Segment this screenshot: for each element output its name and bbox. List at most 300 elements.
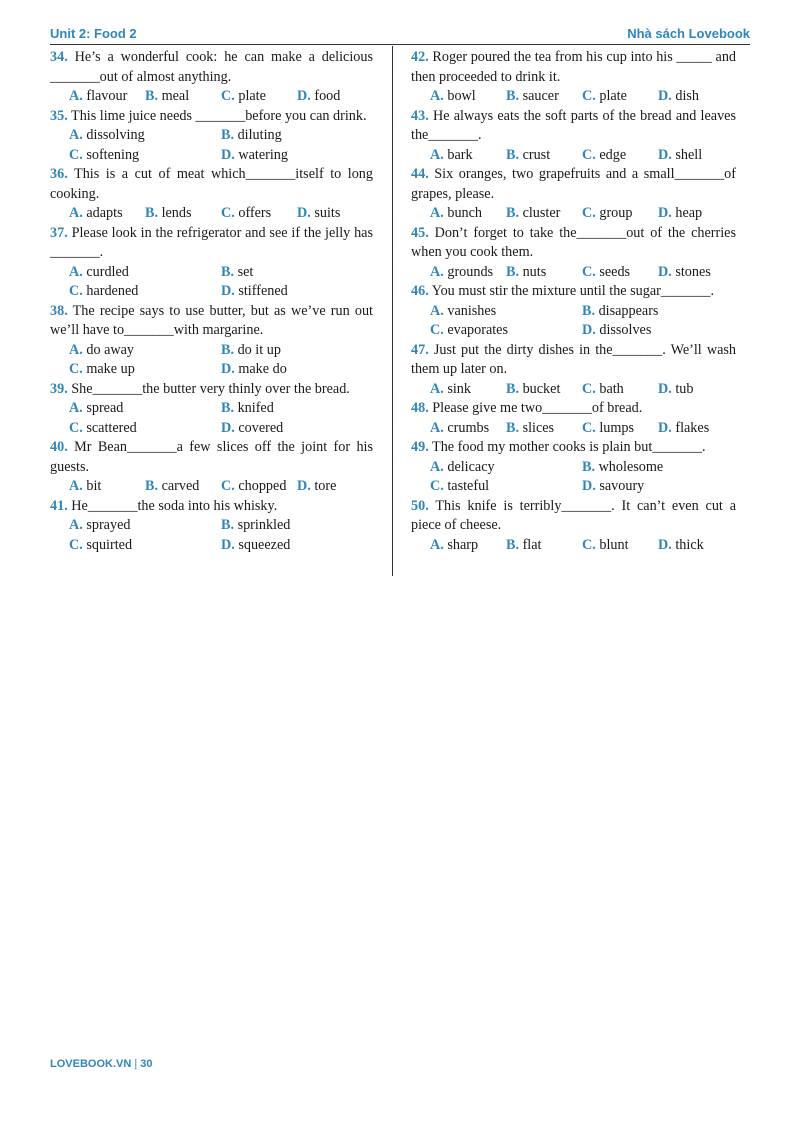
question-number: 41. [50, 497, 68, 514]
option-text: dissolving [86, 127, 145, 143]
answer-option[interactable] [221, 263, 253, 283]
answer-option[interactable] [506, 87, 559, 107]
option-text: spread [86, 400, 124, 416]
option-letter: A. [430, 380, 444, 397]
answer-option[interactable] [297, 87, 340, 107]
option-letter: A. [430, 205, 444, 221]
option-text: bit [86, 478, 102, 494]
option-text: meal [161, 88, 190, 104]
answer-option[interactable] [69, 341, 134, 361]
question-text-line [411, 399, 736, 419]
answer-option[interactable] [506, 146, 550, 166]
option-letter: A. [69, 517, 83, 533]
option-letter: D. [658, 263, 672, 280]
answer-option[interactable] [430, 536, 478, 556]
option-text: squeezed [238, 536, 291, 553]
question-block [411, 399, 736, 438]
option-text: edge [599, 146, 627, 163]
question-number: 34. [50, 49, 68, 65]
option-text: disappears [598, 302, 659, 319]
question-text-line [411, 438, 736, 458]
answer-option[interactable] [221, 341, 281, 361]
question-block [411, 165, 736, 224]
answer-option[interactable] [658, 87, 699, 107]
options-row [50, 399, 373, 419]
question-number: 40. [50, 439, 68, 455]
question-text-line [411, 341, 736, 380]
question-text: He’s a wonderful cook: he can make a delicious _______out of almost anything. [50, 49, 374, 85]
option-letter: C. [582, 146, 596, 163]
question-number: 44. [411, 166, 429, 182]
option-text: dish [675, 88, 699, 104]
option-letter: B. [506, 205, 520, 221]
option-text: blunt [599, 536, 629, 553]
question-block [50, 380, 373, 439]
answer-option[interactable] [506, 263, 546, 283]
option-letter: C. [582, 205, 596, 221]
options-row [411, 477, 736, 497]
option-letter: C. [582, 536, 596, 553]
option-text: lumps [599, 419, 635, 436]
option-text: sharp [447, 536, 479, 553]
option-letter: B. [221, 400, 235, 416]
answer-option[interactable] [69, 263, 129, 283]
question-text-line [50, 380, 373, 400]
question-number: 38. [50, 302, 68, 319]
options-row [50, 536, 373, 556]
answer-option[interactable] [582, 477, 644, 497]
answer-option[interactable] [221, 360, 287, 380]
option-text: stiffened [238, 283, 288, 299]
option-letter: D. [221, 536, 235, 553]
question-text-line [411, 282, 736, 302]
answer-option[interactable] [506, 380, 560, 400]
answer-option[interactable] [582, 380, 624, 400]
options-row [411, 204, 736, 224]
option-letter: A. [69, 205, 83, 221]
option-letter: A. [69, 478, 83, 494]
question-block [50, 48, 373, 107]
options-row [411, 536, 736, 556]
question-number: 39. [50, 380, 68, 397]
answer-option[interactable] [506, 419, 554, 439]
option-letter: B. [221, 127, 235, 143]
right-column [411, 48, 736, 555]
answer-option[interactable] [658, 146, 702, 166]
options-row [411, 419, 736, 439]
options-row [411, 87, 736, 107]
options-row [50, 282, 373, 302]
answer-option[interactable] [145, 204, 192, 224]
answer-option[interactable] [430, 380, 471, 400]
option-letter: B. [506, 419, 520, 436]
question-number: 45. [411, 224, 429, 241]
option-text: bark [447, 146, 473, 163]
question-block [50, 302, 373, 380]
option-text: make do [238, 361, 287, 377]
option-letter: A. [69, 88, 83, 104]
answer-option[interactable] [221, 204, 271, 224]
option-text: squirted [86, 536, 133, 553]
option-letter: D. [297, 88, 311, 104]
option-letter: A. [430, 419, 444, 436]
question-number: 42. [411, 49, 429, 65]
question-text: You must stir the mixture until the sugar_______. [431, 283, 715, 299]
question-text-line [411, 497, 736, 536]
option-letter: D. [658, 536, 672, 553]
option-letter: C. [430, 322, 444, 338]
question-text-line [411, 48, 736, 87]
answer-option[interactable] [430, 204, 482, 224]
answer-option[interactable] [221, 399, 274, 419]
question-block [50, 497, 373, 556]
question-text-line [50, 107, 373, 127]
option-letter: A. [69, 400, 83, 416]
question-block [411, 282, 736, 341]
option-letter: C. [430, 478, 444, 494]
option-text: flakes [675, 419, 710, 436]
header-rule [50, 44, 750, 45]
options-row [411, 263, 736, 283]
option-text: bunch [447, 205, 483, 221]
option-letter: D. [658, 419, 672, 436]
question-text-line [411, 224, 736, 263]
answer-option[interactable] [221, 477, 286, 497]
answer-option[interactable] [582, 87, 627, 107]
question-block [50, 165, 373, 224]
question-block [411, 438, 736, 497]
option-letter: C. [69, 419, 83, 436]
question-number: 43. [411, 107, 429, 124]
question-text: Please give me two_______of bread. [432, 400, 643, 416]
option-text: delicacy [447, 458, 495, 475]
question-text-line [50, 302, 373, 341]
question-text: This is a cut of meat which_______itself to long cooking. [50, 166, 373, 202]
option-text: shell [675, 146, 703, 163]
option-letter: D. [582, 478, 596, 494]
answer-option[interactable] [69, 126, 145, 146]
option-text: knifed [237, 400, 274, 416]
question-number: 50. [411, 497, 429, 514]
question-text: Mr Bean_______a few slices off the joint for his guests. [50, 439, 374, 475]
option-letter: A. [430, 88, 444, 104]
option-text: do away [86, 341, 135, 358]
option-text: group [599, 205, 633, 221]
answer-option[interactable] [582, 263, 630, 283]
option-letter: B. [145, 205, 159, 221]
option-letter: D. [221, 283, 235, 299]
options-row [50, 126, 373, 146]
answer-option[interactable] [221, 536, 290, 556]
option-letter: B. [506, 263, 520, 280]
footer-site: LOVEBOOK.VN [50, 1058, 132, 1070]
options-row [50, 204, 373, 224]
footer-separator: | [134, 1058, 138, 1070]
answer-option[interactable] [69, 204, 123, 224]
answer-option[interactable] [297, 477, 336, 497]
options-row [50, 146, 373, 166]
question-number: 47. [411, 341, 429, 358]
options-row [50, 341, 373, 361]
option-text: cluster [522, 205, 561, 221]
option-letter: C. [221, 88, 235, 104]
option-letter: C. [69, 283, 83, 299]
options-row [411, 321, 736, 341]
answer-option[interactable] [658, 536, 704, 556]
option-text: plate [238, 88, 266, 104]
option-letter: B. [221, 263, 235, 280]
options-row [411, 380, 736, 400]
option-letter: C. [69, 361, 83, 377]
option-text: heap [675, 205, 703, 221]
option-text: carved [161, 478, 200, 494]
option-letter: B. [221, 341, 235, 358]
option-text: dissolves [599, 322, 652, 338]
question-text: The food my mother cooks is plain but_______. [432, 439, 706, 455]
option-text: bath [599, 380, 624, 397]
option-text: savoury [599, 478, 645, 494]
option-letter: A. [430, 263, 444, 280]
question-text-line [50, 48, 373, 87]
question-number: 48. [411, 400, 429, 416]
option-letter: D. [582, 322, 596, 338]
question-text-line [50, 165, 373, 204]
option-letter: C. [582, 88, 596, 104]
option-text: flat [522, 536, 542, 553]
option-text: diluting [237, 127, 282, 143]
answer-option[interactable] [221, 282, 288, 302]
answer-option[interactable] [582, 321, 651, 341]
left-column [50, 48, 373, 555]
option-letter: A. [69, 341, 83, 358]
answer-option[interactable] [430, 263, 493, 283]
option-letter: D. [658, 205, 672, 221]
answer-option[interactable] [582, 458, 663, 478]
option-text: nuts [522, 263, 547, 280]
option-text: hardened [86, 283, 139, 299]
option-text: bowl [447, 88, 476, 104]
question-number: 35. [50, 107, 68, 124]
answer-option[interactable] [582, 419, 634, 439]
answer-option[interactable] [430, 321, 508, 341]
option-text: thick [675, 536, 704, 553]
option-letter: B. [506, 146, 520, 163]
option-text: sink [447, 380, 471, 397]
answer-option[interactable] [221, 87, 266, 107]
answer-option[interactable] [297, 204, 340, 224]
option-letter: C. [69, 146, 83, 163]
option-letter: D. [658, 380, 672, 397]
option-text: do it up [237, 341, 281, 358]
option-text: stones [675, 263, 711, 280]
unit-title: Unit 2: Food 2 [50, 26, 137, 41]
option-text: offers [238, 205, 272, 221]
question-block [50, 224, 373, 302]
option-text: plate [599, 88, 627, 104]
answer-option[interactable] [221, 146, 288, 166]
option-letter: C. [221, 478, 235, 494]
question-text: This knife is terribly_______. It can’t even cut a piece of cheese. [411, 497, 736, 533]
option-letter: A. [430, 146, 444, 163]
question-block [411, 224, 736, 283]
option-text: tub [675, 380, 694, 397]
option-letter: C. [582, 263, 596, 280]
options-row [50, 477, 373, 497]
option-text: sprayed [86, 517, 131, 533]
option-letter: A. [430, 458, 444, 475]
option-letter: B. [582, 458, 596, 475]
option-letter: D. [221, 419, 235, 436]
option-text: scattered [86, 419, 137, 436]
question-text-line [50, 224, 373, 263]
option-text: grounds [447, 263, 494, 280]
question-text: Six oranges, two grapefruits and a small_______of grapes, please. [411, 166, 736, 202]
option-text: bucket [522, 380, 561, 397]
option-text: crumbs [447, 419, 490, 436]
option-letter: B. [145, 88, 159, 104]
answer-option[interactable] [221, 126, 282, 146]
options-row [50, 516, 373, 536]
option-letter: B. [506, 536, 520, 553]
question-text: Roger poured the tea from his cup into his _____ and then proceeded to drink it. [411, 49, 737, 85]
answer-option[interactable] [582, 302, 658, 322]
option-letter: D. [297, 205, 311, 221]
question-text: He_______the soda into his whisky. [71, 497, 278, 514]
option-letter: C. [582, 380, 596, 397]
option-letter: A. [69, 263, 83, 280]
answer-option[interactable] [145, 87, 189, 107]
option-text: vanishes [447, 302, 497, 319]
options-row [50, 419, 373, 439]
answer-option[interactable] [430, 419, 489, 439]
answer-option[interactable] [69, 399, 123, 419]
option-letter: C. [221, 205, 235, 221]
question-block [50, 438, 373, 497]
option-letter: D. [221, 361, 235, 377]
option-text: set [237, 263, 254, 280]
column-divider [392, 46, 393, 576]
option-text: lends [161, 205, 192, 221]
question-block [50, 107, 373, 166]
answer-option[interactable] [69, 360, 135, 380]
option-text: flavour [86, 88, 128, 104]
option-text: evaporates [447, 322, 509, 338]
answer-option[interactable] [69, 282, 138, 302]
answer-option[interactable] [658, 419, 709, 439]
option-text: slices [522, 419, 555, 436]
question-text: He always eats the soft parts of the bread and leaves the_______. [411, 107, 737, 143]
option-text: tore [314, 478, 337, 494]
question-number: 36. [50, 166, 68, 182]
option-text: food [314, 88, 341, 104]
options-row [411, 146, 736, 166]
option-letter: D. [221, 146, 235, 163]
answer-option[interactable] [69, 536, 132, 556]
option-text: crust [522, 146, 551, 163]
option-letter: C. [582, 419, 596, 436]
question-number: 49. [411, 439, 429, 455]
question-number: 37. [50, 224, 68, 241]
options-row [50, 87, 373, 107]
answer-option[interactable] [69, 87, 127, 107]
answer-option[interactable] [69, 477, 101, 497]
options-row [50, 360, 373, 380]
option-letter: A. [69, 127, 83, 143]
question-text: Don’t forget to take the_______out of the cherries when you cook them. [411, 224, 737, 260]
answer-option[interactable] [430, 146, 473, 166]
page-header [50, 26, 750, 44]
question-text: This lime juice needs _______before you can drink. [71, 107, 367, 124]
option-text: watering [238, 146, 288, 163]
question-block [411, 341, 736, 400]
option-text: softening [86, 146, 140, 163]
question-text-line [411, 165, 736, 204]
answer-option[interactable] [430, 477, 489, 497]
answer-option[interactable] [582, 146, 626, 166]
answer-option[interactable] [69, 146, 139, 166]
answer-option[interactable] [506, 536, 541, 556]
answer-option[interactable] [658, 380, 693, 400]
answer-option[interactable] [658, 263, 711, 283]
answer-option[interactable] [430, 302, 496, 322]
option-letter: D. [297, 478, 311, 494]
answer-option[interactable] [430, 458, 495, 478]
answer-option[interactable] [221, 419, 283, 439]
question-text-line [411, 107, 736, 146]
answer-option[interactable] [658, 204, 702, 224]
option-text: adapts [86, 205, 123, 221]
option-letter: B. [221, 517, 235, 533]
option-text: sprinkled [237, 517, 291, 533]
options-row [411, 302, 736, 322]
answer-option[interactable] [221, 516, 290, 536]
option-text: covered [238, 419, 284, 436]
option-letter: B. [506, 88, 520, 104]
options-row [50, 263, 373, 283]
question-block [411, 107, 736, 166]
answer-option[interactable] [69, 419, 137, 439]
option-letter: A. [430, 536, 444, 553]
answer-option[interactable] [582, 536, 629, 556]
question-text: Please look in the refrigerator and see if the jelly has _______. [50, 224, 373, 260]
option-letter: A. [430, 302, 444, 319]
option-letter: D. [658, 146, 672, 163]
option-text: make up [86, 361, 135, 377]
option-text: saucer [522, 88, 559, 104]
option-letter: B. [582, 302, 596, 319]
option-text: tasteful [447, 478, 490, 494]
option-letter: C. [69, 536, 83, 553]
answer-option[interactable] [69, 516, 130, 536]
answer-option[interactable] [582, 204, 632, 224]
page-footer [50, 1058, 153, 1070]
option-text: wholesome [598, 458, 664, 475]
answer-option[interactable] [430, 87, 476, 107]
question-text: Just put the dirty dishes in the_______. We’ll wash them up later on. [411, 341, 736, 377]
question-text: She_______the butter very thinly over the bread. [71, 380, 350, 397]
option-letter: B. [506, 380, 520, 397]
question-text-line [50, 438, 373, 477]
answer-option[interactable] [145, 477, 199, 497]
question-text: The recipe says to use butter, but as we’ve run out we’ll have to_______with margarine. [50, 302, 373, 338]
option-text: curdled [86, 263, 129, 280]
question-block [411, 497, 736, 556]
options-row [411, 458, 736, 478]
option-letter: B. [145, 478, 159, 494]
answer-option[interactable] [506, 204, 560, 224]
option-text: chopped [238, 478, 287, 494]
question-number: 46. [411, 283, 429, 299]
